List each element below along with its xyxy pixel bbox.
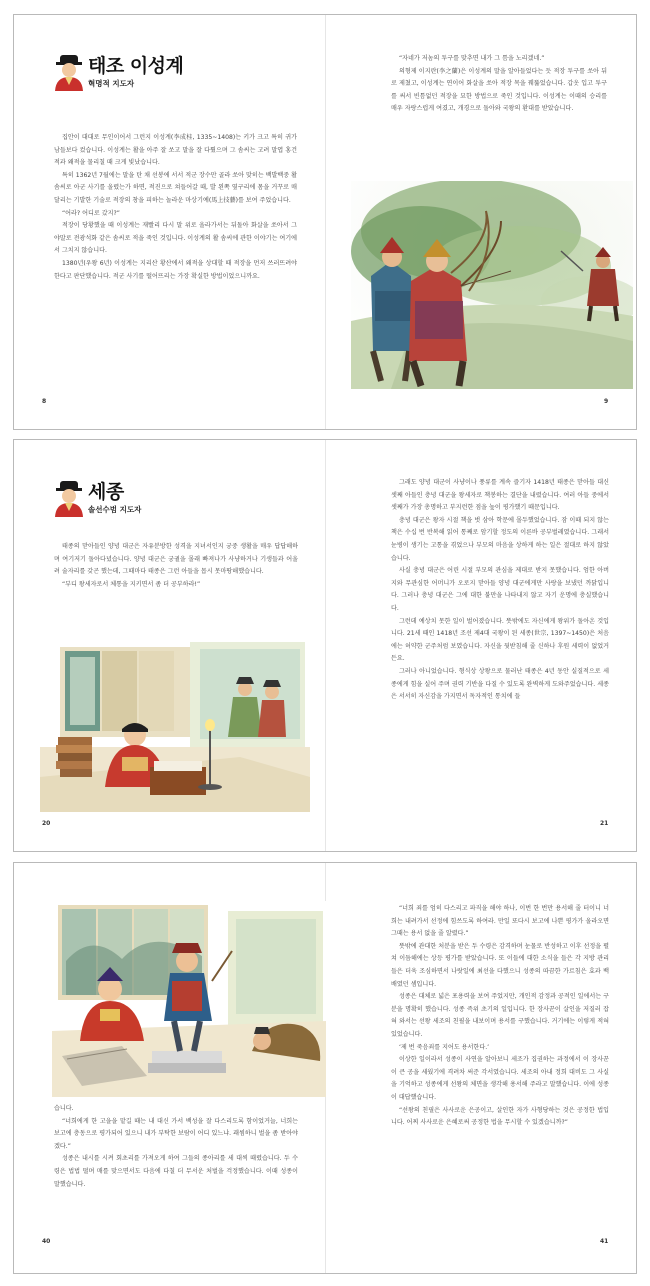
- paragraph: 태종의 맏아들인 양녕 대군은 자유분방한 성격을 지녀서인지 궁중 생활을 매우 답답해하며 여기저기 돌아다녔습니다. 양녕 대군은 궁궐을 몰래 빠져나가 사냥하거나 기생들과 어울려 술자리를 갖곤 했는데, 그때마다 태종은 그런 아들을 몹시 못마땅해했습니다.: [54, 543, 298, 576]
- right-page-text: [391, 903, 609, 1130]
- page-number-right: 21: [600, 820, 609, 827]
- book-spread-3: [13, 862, 637, 1274]
- page-number-right: 9: [604, 398, 609, 405]
- paragraph: 그러나 아니었습니다. 형식상 상왕으로 물러난 태종은 4년 동안 실질적으로 세종에게 힘을 실어 주며 권력 기반을 다질 수 있도록 완벽하게 도와주었습니다. 세종은 서서히 자신감을 가지면서 독자적인 통치에 들: [391, 667, 609, 701]
- archers-battle-illustration: [351, 181, 633, 389]
- right-page-text: [391, 477, 609, 704]
- paragraph: 그래도 양녕 대군이 사냥이나 풍류를 계속 즐기자 1418년 태종은 맏아들 대신 셋째 아들인 충녕 대군을 왕세자로 책봉하는 결단을 내렸습니다. 여러 아들 중에서 셋째가 가장 총명하고 부지런한 점을 높이 평가했기 때문입니다.: [391, 479, 609, 512]
- book-spread-2: [13, 439, 637, 852]
- paragraph: 사실 충녕 대군은 어린 시절 부모의 관심을 제대로 받지 못했습니다. 엄한 아버지와 무관심한 어머니가 오로지 맏아들 양녕 대군에게만 사랑을 보냈던 까닭입니다. 그러나 충녕 대군은 그에 대한 불만을 나타내지 않고 자기 운명에 충실했습니다.: [391, 567, 609, 612]
- book-spread-1: [13, 14, 637, 430]
- king-punishing-officials-illustration: [52, 901, 326, 1097]
- paragraph: 특히 1362년 7월에는 말을 탄 채 선봉에 서서 적군 장수만 골라 쏘아 맞히는 백발백중 활 솜씨로 아군 사기를 올렸는가 하면, 적진으로 쳐들어갈 때, 발 왼쪽 옆구리에 몸을 거꾸로 매달리는 기발한 기술로 적장의 창을 피하는 놀라운 마상기예(馬上技藝)를 보여 주었습니다.: [54, 171, 297, 204]
- left-page-text: [54, 541, 298, 591]
- paragraph: “너희 죄를 엄히 다스리고 파직을 해야 하나, 이번 한 번만 용서해 줄 터이니 너희는 내려가서 선정에 힘쓰도록 하여라. 만일 또다시 보고에 나쁜 평가가 올라오면 그때는 용서 없을 줄 알렸다.”: [391, 905, 609, 938]
- paragraph: 적장이 당황했을 때 이성계는 재빨리 다시 말 위로 올라가서는 뒤돌아 화살을 쏘아서 그야말로 전광석화 같은 솜씨로 적을 죽인 것입니다. 이성계의 활 솜씨에 관한 이야기는 여기에서 그치지 않습니다.: [54, 222, 297, 255]
- paragraph: 집안이 대대로 무인이어서 그런지 이성계(李成桂, 1335~1408)는 키가 크고 특히 귀가 남들보다 컸습니다. 이성계는 활을 아주 잘 쏘고 말을 잘 다뤘으며 그 솜씨는 고려 말엽 홍건적과 왜적을 물리칠 때 크게 빛났습니다.: [54, 134, 297, 167]
- paragraph: 의형제 이지란(李之蘭)은 이성계의 말을 알아들었다는 듯 적장 투구를 쏘아 뒤로 제쳤고, 이성계는 연이어 화살을 쏘아 적장 목을 꿰뚫었습니다. 갑옷 입고 투구를 써서 빈틈없던 적장을 묘한 방법으로 죽인 것입니다. 이성계는 이때의 승리를 매우 자랑스럽게 여겼고, 개경으로 돌아와 국왕의 환대를 받았습니다.: [391, 67, 607, 113]
- page-number-left: 20: [42, 820, 51, 827]
- paragraph: “어라? 어디로 갔지?”: [62, 209, 120, 217]
- paragraph: 충녕 대군은 왕자 시절 책을 벗 삼아 학문에 몰두했었습니다. 잠 이때 되지 않는 책은 수십 번 반복해 읽어 통째로 암기할 정도의 이른바 공부벌레였습니다. 그래서 눈병이 생기는 고통을 겪었으나 부모의 마음을 상하게 하는 일은 절대로 하지 않았습니다.: [391, 516, 609, 562]
- chapter-subtitle: 솔선수범 지도자: [88, 505, 142, 514]
- chapter-title: 태조 이성계: [88, 55, 184, 77]
- left-page-text: [54, 132, 297, 283]
- paragraph: 성종은 대체로 넓은 포용력을 보여 주었지만, 개인적 감정과 공적인 일에서는 구분을 명확히 했습니다. 성종 즉위 초기의 일입니다. 한 장사꾼이 살인을 저질러 잡혀 와서는 선왕 세조의 친필을 내보이며 용서를 구했습니다. 거기에는 이렇게 적혀 있었습니다.: [391, 993, 609, 1038]
- paragraph: ‘제 번 죽음죄를 지어도 용서한다.’: [399, 1043, 490, 1051]
- left-page-text: [54, 1103, 298, 1191]
- paragraph: 습니다.: [54, 1105, 74, 1112]
- paragraph: 그런데 예상치 못한 일이 벌어졌습니다. 뜻밖에도 자신에게 왕위가 돌아온 것입니다. 21세 때인 1418년 조선 제4대 국왕이 된 세종(世宗, 1397~1450)은 처음에는 허약한 군주처럼 보였습니다. 자신을 뒷받침해 줄 신하나 후원 세력이 없었거든요.: [391, 617, 609, 663]
- paragraph: “너희에게 한 고을을 맡길 때는 내 대신 가서 백성을 잘 다스리도록 함이었거늘, 너희는 보고에 충동으로 평가되어 있으니 내가 부탁한 보람이 어디 있느냐. 괘씸하니 벌을 좀 받아야겠다.”: [54, 1117, 298, 1150]
- page-gutter: [325, 15, 326, 429]
- paragraph: “부디 왕세자로서 체통을 지키면서 좀 더 공부하라!”: [62, 580, 201, 588]
- king-portrait-icon: [54, 481, 84, 517]
- chapter-title: 세종: [88, 481, 124, 503]
- paragraph: “자네가 저놈의 투구를 맞추면 내가 그 틈을 노리겠네.”: [399, 55, 545, 62]
- page-number-left: 8: [42, 398, 47, 405]
- paragraph: 뜻밖에 관대한 처분을 받은 두 수령은 감격하며 눈물로 반성하고 이후 선정을 펼쳐 이듬해에는 상등 평가를 받았습니다. 또 이들에 대한 소식을 들은 각 지방 관리들은 더욱 조심하면서 나랏일에 최선을 다했으니 성종의 따끔한 가르침은 효과 백배였던 셈입니다.: [391, 942, 609, 988]
- paragraph: “선왕의 친필은 사사로운 은공이고, 살인한 자가 사형당하는 것은 공정한 법입니다. 어찌 사사로운 은혜로써 공정한 법을 무시할 수 있겠습니까?”: [391, 1106, 609, 1127]
- paragraph: 이상한 일이라서 성종이 사연을 알아보니 세조가 집권하는 과정에서 이 장사꾼이 큰 공을 세웠기에 격려차 써준 각서였습니다. 세조의 아내 정희 대비도 그 사실을 기억하고 성종에게 선왕의 체면을 생각해 용서해 주라고 말했습니다. 이에 성종이 대답했습니다.: [391, 1056, 609, 1101]
- chapter-subtitle: 혁명적 지도자: [88, 79, 135, 88]
- king-portrait-icon: [54, 55, 84, 91]
- paragraph: 성종은 내시를 시켜 회초리를 가져오게 하여 그들의 종아리를 세 대씩 때렸습니다. 두 수령은 법법 떨며 매를 맞으면서도 다음에 다칠 더 무서운 처벌을 걱정했습니다. 이때 성종이 말했습니다.: [54, 1155, 298, 1188]
- paragraph: 1380년(우왕 6년) 이성계는 지리산 황산에서 왜적을 상대할 때 적장을 먼저 쓰러뜨려야 한다고 판단했습니다. 적군 사기를 떨어뜨리는 가장 확실한 방법이었으니까요.: [54, 259, 297, 280]
- page-gutter: [325, 440, 326, 851]
- page-number-right: 41: [600, 1238, 609, 1245]
- right-page-text: [391, 53, 607, 116]
- sejong-studying-illustration: [40, 637, 310, 812]
- page-number-left: 40: [42, 1238, 51, 1245]
